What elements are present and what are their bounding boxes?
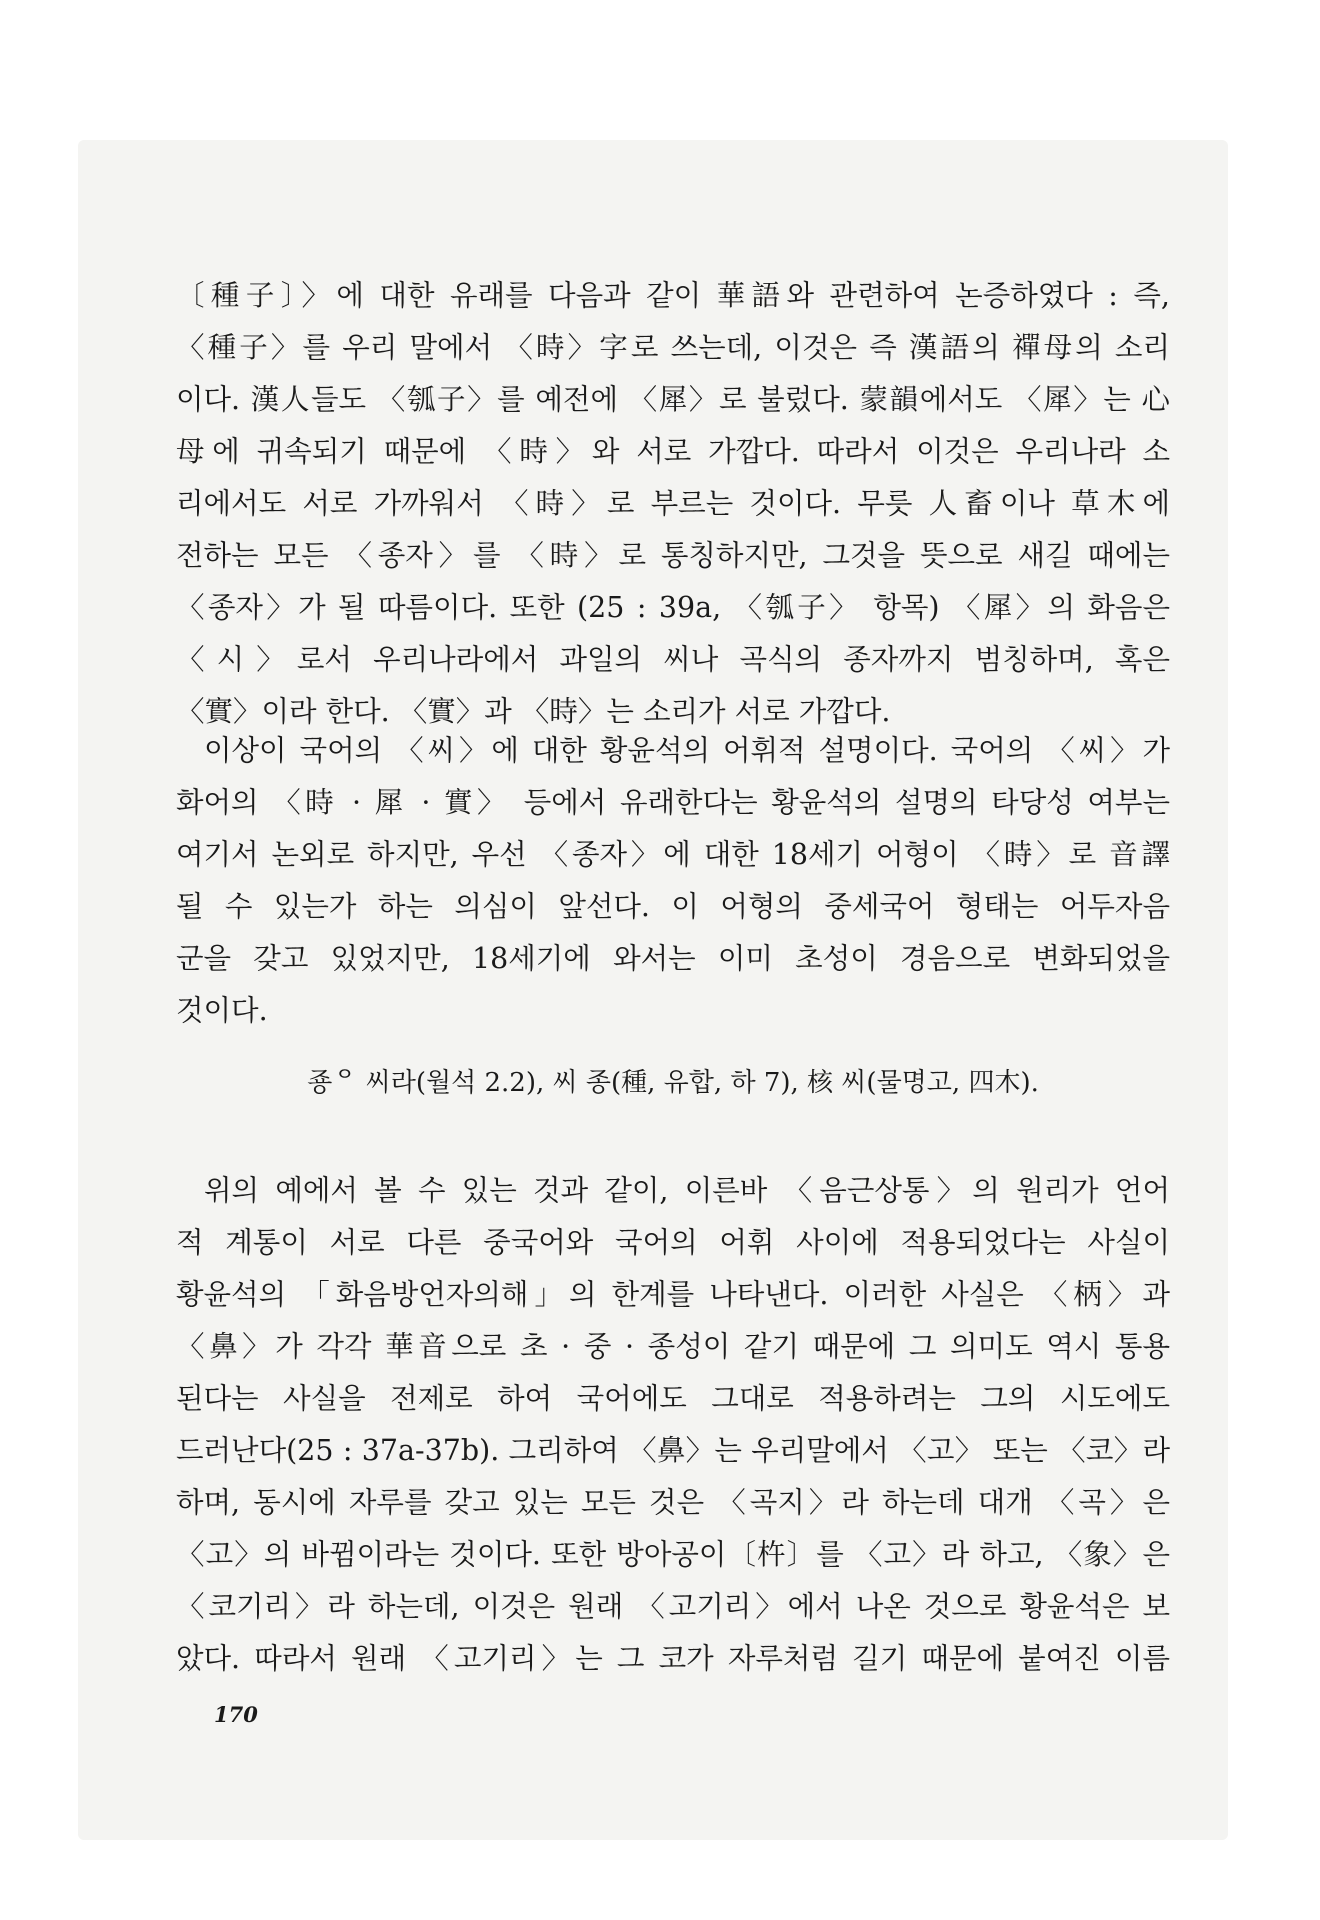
text-line: 된다는 사실을 전제로 하여 국어에도 그대로 적용하려는 그의 시도에도 [176, 1382, 1170, 1415]
paragraph-1 [176, 270, 1170, 738]
text-line: 리에서도 서로 가까워서 〈時〉로 부르는 것이다. 무릇 人畜이나 草木에 [176, 487, 1170, 520]
example-line: 죵ᄋ 씨라(월석 2.2), 씨 종(種, 유합, 하 7), 核 씨(물명고, 四木). [307, 1068, 1039, 1098]
text-line: 하며, 동시에 자루를 갖고 있는 모든 것은 〈곡지〉라 하는데 대개 〈곡〉은 [176, 1486, 1170, 1519]
text-line: 적 계통이 서로 다른 중국어와 국어의 어휘 사이에 적용되었다는 사실이 [176, 1226, 1170, 1259]
text-line: 위의 예에서 볼 수 있는 것과 같이, 이른바 〈음근상통〉의 원리가 언어 [204, 1174, 1170, 1207]
paragraph-2 [176, 725, 1170, 1037]
text-line: 화어의 〈時 · 犀 · 實〉 등에서 유래한다는 황윤석의 설명의 타당성 여부는 [176, 786, 1170, 819]
text-line: 이다. 漢人들도 〈瓠子〉를 예전에 〈犀〉로 불렀다. 蒙韻에서도 〈犀〉는 心 [176, 383, 1170, 416]
text-line: 〈종자〉가 될 따름이다. 또한 (25 : 39a, 〈瓠子〉 항목) 〈犀〉의 화음은 [176, 591, 1170, 624]
text-line: 〈코기리〉라 하는데, 이것은 원래 〈고기리〉에서 나온 것으로 황윤석은 보 [176, 1590, 1170, 1623]
text-line: 것이다. [176, 994, 268, 1027]
text-line: 〈시〉로서 우리나라에서 과일의 씨나 곡식의 종자까지 범칭하며, 혹은 [176, 643, 1170, 676]
text-line: 군을 갖고 있었지만, 18세기에 와서는 이미 초성이 경음으로 변화되었을 [176, 942, 1170, 975]
text-line: 이상이 국어의 〈씨〉에 대한 황윤석의 어휘적 설명이다. 국어의 〈씨〉가 [204, 734, 1170, 767]
text-line: 〈種子〉를 우리 말에서 〈時〉字로 쓰는데, 이것은 즉 漢語의 禪母의 소리 [176, 331, 1170, 364]
text-line: 드러난다(25 : 37a-37b). 그리하여 〈鼻〉는 우리말에서 〈고〉 또는 〈코〉라 [176, 1434, 1170, 1467]
page-number: 170 [214, 1702, 258, 1727]
text-line: 여기서 논외로 하지만, 우선 〈종자〉에 대한 18세기 어형이 〈時〉로 音譯 [176, 838, 1170, 871]
text-line: 〔種子〕〉에 대한 유래를 다음과 같이 華語와 관련하여 논증하였다 : 즉, [176, 279, 1170, 312]
text-line: 전하는 모든 〈종자〉를 〈時〉로 통칭하지만, 그것을 뜻으로 새길 때에는 [176, 539, 1170, 572]
text-line: 황윤석의 「화음방언자의해」의 한계를 나타낸다. 이러한 사실은 〈柄〉과 [176, 1278, 1170, 1311]
text-line: 母에 귀속되기 때문에 〈時〉와 서로 가깝다. 따라서 이것은 우리나라 소 [176, 435, 1170, 468]
text-line: 〈鼻〉가 각각 華音으로 초 · 중 · 종성이 같기 때문에 그 의미도 역시 통용 [176, 1330, 1170, 1363]
text-line: 〈實〉이라 한다. 〈實〉과 〈時〉는 소리가 서로 가깝다. [176, 695, 891, 728]
text-line: 될 수 있는가 하는 의심이 앞선다. 이 어형의 중세국어 형태는 어두자음 [176, 890, 1170, 923]
paragraph-3 [176, 1165, 1170, 1685]
text-line: 았다. 따라서 원래 〈고기리〉는 그 코가 자루처럼 길기 때문에 붙여진 이름 [176, 1642, 1170, 1675]
text-line: 〈고〉의 바뀜이라는 것이다. 또한 방아공이〔杵〕를 〈고〉라 하고, 〈象〉은 [176, 1538, 1170, 1571]
